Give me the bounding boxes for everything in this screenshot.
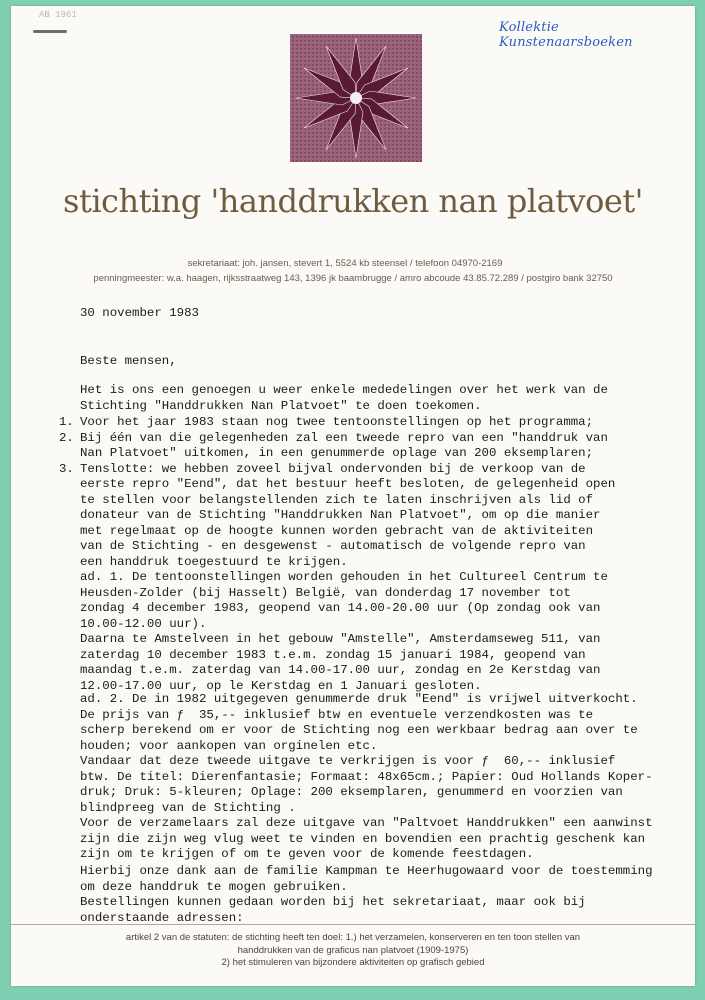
list-text: Voor het jaar 1983 staan nog twee tentoonstellingen op het programma; [80,415,594,429]
ad1-paragraph: ad. 1. De tentoonstellingen worden gehouden in het Cultureel Centrum te Heusden-Zolder (bij Hasselt) België, van donderdag 17 november tot zondag 4 december 1983, geopend van 14.00-20.00 uur (Op zondag ook van 10.00-12.00 uur). Daarna te Amstelveen in het gebouw "Amstelle", Amsterdamseweg 511, van zaterdag 10 december 1983 t.e.m. zondag 15 januari 1984, geopend van maandag t.e.m. zaterdag van 14.00-17.00 uur, zondag en 2e Kerstdag van 12.00-17.00 uur, op le Kerstdag en 1 Januari gesloten. [80,570,608,693]
list-number: 3. [59,461,74,476]
organization-name: stichting 'handdrukken nan platvoet' [63,182,643,220]
list-text: Tenslotte: we hebben zoveel bijval ondervonden bij de verkoop van de eerste repro "Eend", dat het bestuur heeft besloten, de gelegenheid open te stellen voor belangstellenden zich te laten inschrijven als lid of donateur van de Stichting "Handdrukken Nan Platvoet", om op die manier met regelmaat op de hoogte kunnen worden gebracht van de aktiviteiten van de Stichting - en desgewenst - automatisch de volgende repro van een handdruk toegestuurd te krijgen. [80,461,616,569]
secretariat-address: sekretariaat: joh. jansen, stevert 1, 5524 kb steensel / telefoon 04970-2169 [187,258,503,269]
announcement-list [11,415,631,570]
starburst-logo-icon [288,32,424,164]
letter-date: 30 november 1983 [80,306,199,320]
closing-paragraph: Hierbij onze dank aan de familie Kampman te Heerhugowaard voor de toestemming om deze handdruk te mogen gebruiken. Bestellingen kunnen gedaan worden bij het sekretariaat, maar ook bij onderstaande adressen: [80,864,653,925]
list-item [11,462,631,571]
statute-footer [11,932,695,970]
footer-divider [11,924,695,925]
salutation: Beste mensen, [80,354,177,368]
handwritten-note: Kollektie Kunstenaarsboeken [499,20,633,50]
ad2-paragraph: ad. 2. De in 1982 uitgegeven genummerde druk "Eend" is vrijwel uitverkocht. De prijs van ƒ 35,-- inklusief btw en eventuele verzendkosten was te scherp berekend om er voor de Stichting nog een werkbaar bedrag aan over te houden; voor aankopen van orginelen etc. Vandaar dat deze tweede uitgave te verkrijgen is voor ƒ 60,-- inklusief btw. De titel: Dierenfantasie; Formaat: 48x65cm.; Papier: Oud Hollands Koper- druk; Druk: 5-kleuren; Oplage: 200 eksemplaren, genummerd en voorzien van blindpreeg van de Stichting . Voor de verzamelaars zal deze uitgave van "Paltvoet Handdrukken" een aanwinst zijn die zijn weg vlug weet te vinden en bovendien een prachtig geschenk kan zijn om te krijgen of om te geven voor de komende feestdagen. [80,692,653,861]
footer-line: artikel 2 van de statuten: de stichting heeft ten doel: 1.) het verzamelen, konserveren en ten toon stellen van [125,932,581,943]
letter-sheet [11,6,695,986]
list-number: 2. [59,430,74,445]
footer-line: 2) het stimuleren van bijzondere aktiviteiten op grafisch gebied [221,957,485,968]
list-number: 1. [59,415,74,429]
treasurer-address: penningmeester: w.a. haagen, rijksstraatweg 143, 1396 jk baambrugge / amro abcoude 43.85.72.289 / postgiro bank 32750 [93,273,613,284]
intro-paragraph: Het is ons een genoegen u weer enkele mededelingen over het werk van de Stichting "Handdrukken Nan Platvoet" te doen toekomen. [80,383,608,413]
list-item [11,431,631,462]
staple-mark [33,30,67,33]
archive-mark: AB 1961 [39,10,77,20]
list-item [11,415,631,431]
footer-line: handdrukken van de graficus nan platvoet (1909-1975) [237,944,469,956]
list-text: Bij één van die gelegenheden zal een tweede repro van een "handdruk van Nan Platvoet" uitkomen, in een genummerde oplage van 200 eksemplaren; [80,430,608,460]
